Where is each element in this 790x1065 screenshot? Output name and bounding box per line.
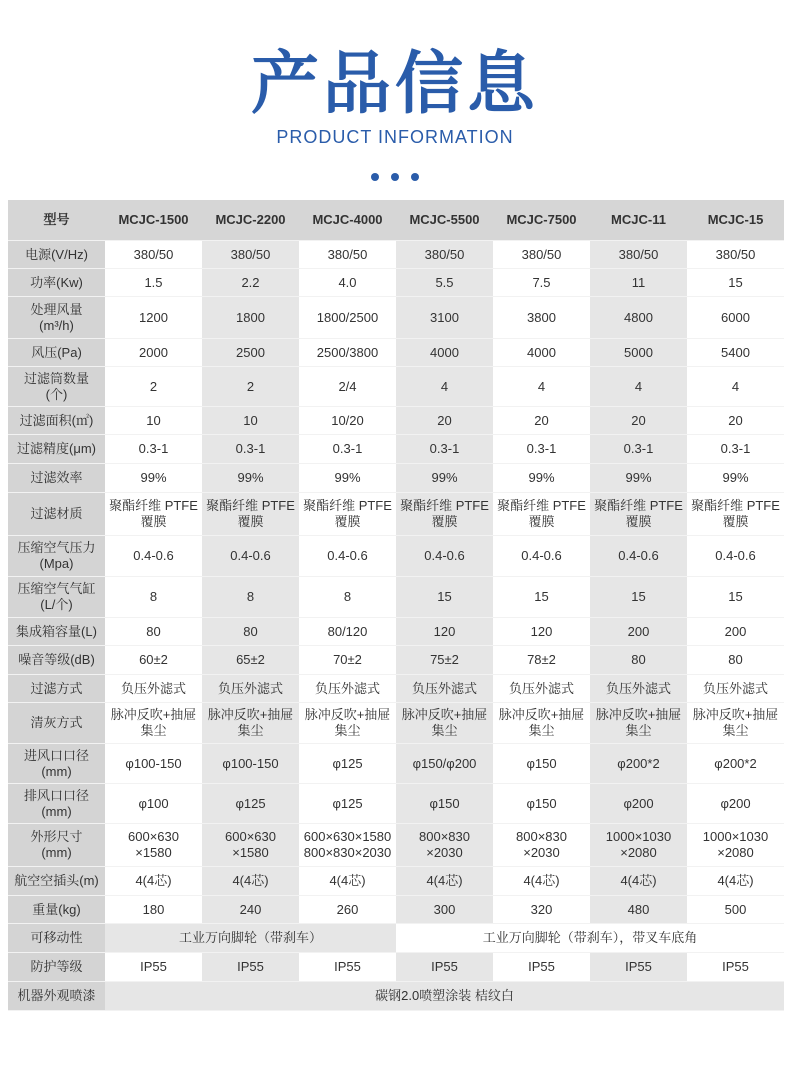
- table-row: [8, 896, 784, 924]
- dot: [391, 173, 399, 181]
- table-cell: 800×830 ×2030: [396, 824, 493, 867]
- table-row: [8, 464, 784, 493]
- table-cell: 99%: [202, 464, 299, 493]
- table-cell: 10: [202, 407, 299, 435]
- table-cell: 500: [687, 896, 784, 924]
- table-cell: 99%: [590, 464, 687, 493]
- row-label: 防护等级: [8, 953, 105, 982]
- table-cell: 0.3-1: [299, 435, 396, 464]
- table-row: [8, 824, 784, 867]
- table-cell: 600×630 ×1580: [202, 824, 299, 867]
- table-cell: 260: [299, 896, 396, 924]
- table-cell: φ150/φ200: [396, 744, 493, 784]
- table-cell: 15: [590, 577, 687, 618]
- row-label: 压缩空气气缸 (L/个): [8, 577, 105, 618]
- table-cell: 脉冲反吹+抽屉 集尘: [202, 703, 299, 744]
- table-cell: φ125: [202, 784, 299, 824]
- table-cell: 200: [590, 618, 687, 646]
- table-cell: 5400: [687, 339, 784, 367]
- table-cell: 75±2: [396, 646, 493, 675]
- table-cell: IP55: [493, 953, 590, 982]
- table-cell: 1800: [202, 297, 299, 339]
- table-cell: IP55: [590, 953, 687, 982]
- label-header: 型号: [8, 200, 105, 241]
- table-row: [8, 784, 784, 824]
- table-cell: 1000×1030 ×2080: [590, 824, 687, 867]
- table-cell: 200: [687, 618, 784, 646]
- row-label: 功率(Kw): [8, 269, 105, 297]
- table-cell: 15: [687, 577, 784, 618]
- table-cell: 4: [396, 367, 493, 407]
- row-label: 过滤精度(μm): [8, 435, 105, 464]
- table-cell: 11: [590, 269, 687, 297]
- table-cell: 20: [590, 407, 687, 435]
- table-row: [8, 241, 784, 269]
- table-row: [8, 577, 784, 618]
- table-row: [8, 493, 784, 536]
- table-cell: 脉冲反吹+抽屉 集尘: [687, 703, 784, 744]
- table-cell: φ200*2: [590, 744, 687, 784]
- table-cell: φ125: [299, 744, 396, 784]
- table-row: [8, 618, 784, 646]
- table-cell: φ100-150: [105, 744, 202, 784]
- table-row: [8, 867, 784, 896]
- table-cell: 4(4芯): [590, 867, 687, 896]
- table-cell: 聚酯纤维 PTFE 覆膜: [396, 493, 493, 536]
- table-cell: 4000: [493, 339, 590, 367]
- table-cell: 240: [202, 896, 299, 924]
- table-cell: 380/50: [299, 241, 396, 269]
- table-cell: 聚酯纤维 PTFE 覆膜: [590, 493, 687, 536]
- model-header: MCJC-4000: [299, 200, 396, 241]
- row-label: 航空空插头(m): [8, 867, 105, 896]
- table-cell: 1.5: [105, 269, 202, 297]
- table-cell: 78±2: [493, 646, 590, 675]
- table-cell: 4: [687, 367, 784, 407]
- table-row: [8, 339, 784, 367]
- table-cell: 80: [687, 646, 784, 675]
- row-label: 可移动性: [8, 924, 105, 953]
- table-cell: 0.3-1: [202, 435, 299, 464]
- table-cell: 80: [105, 618, 202, 646]
- table-row: [8, 435, 784, 464]
- mobility-row: [8, 924, 784, 953]
- table-cell: 99%: [493, 464, 590, 493]
- table-cell: 6000: [687, 297, 784, 339]
- table-cell: 120: [493, 618, 590, 646]
- model-header: MCJC-15: [687, 200, 784, 241]
- table-cell: 0.4-0.6: [396, 536, 493, 577]
- model-header: MCJC-11: [590, 200, 687, 241]
- table-cell: 2.2: [202, 269, 299, 297]
- table-cell: φ100-150: [202, 744, 299, 784]
- table-cell: 碳钢2.0喷塑涂装 桔纹白: [105, 982, 784, 1011]
- row-label: 压缩空气压力 (Mpa): [8, 536, 105, 577]
- dot: [371, 173, 379, 181]
- table-cell: 聚酯纤维 PTFE 覆膜: [493, 493, 590, 536]
- spec-table: [8, 200, 784, 1011]
- table-cell: 4: [493, 367, 590, 407]
- table-cell: 聚酯纤维 PTFE 覆膜: [105, 493, 202, 536]
- table-cell: 99%: [687, 464, 784, 493]
- table-cell: 70±2: [299, 646, 396, 675]
- table-cell: 7.5: [493, 269, 590, 297]
- table-cell: 脉冲反吹+抽屉 集尘: [299, 703, 396, 744]
- table-cell: 2/4: [299, 367, 396, 407]
- table-cell: 4(4芯): [299, 867, 396, 896]
- row-label: 过滤材质: [8, 493, 105, 536]
- table-cell: 4(4芯): [396, 867, 493, 896]
- row-label: 过滤效率: [8, 464, 105, 493]
- table-cell: 0.4-0.6: [493, 536, 590, 577]
- table-cell: 2: [105, 367, 202, 407]
- table-row: [8, 269, 784, 297]
- header-row: [8, 200, 784, 241]
- row-label: 过滤筒数量 (个): [8, 367, 105, 407]
- table-cell: 80/120: [299, 618, 396, 646]
- table-cell: φ125: [299, 784, 396, 824]
- table-cell: 0.3-1: [396, 435, 493, 464]
- table-cell: 600×630 ×1580: [105, 824, 202, 867]
- row-label: 排风口口径 (mm): [8, 784, 105, 824]
- table-cell: 聚酯纤维 PTFE 覆膜: [202, 493, 299, 536]
- table-cell: 2: [202, 367, 299, 407]
- table-cell: 10: [105, 407, 202, 435]
- table-cell: 4800: [590, 297, 687, 339]
- table-cell: φ100: [105, 784, 202, 824]
- table-cell: 负压外滤式: [396, 675, 493, 703]
- table-cell: 负压外滤式: [687, 675, 784, 703]
- table-cell: 600×630×1580 800×830×2030: [299, 824, 396, 867]
- table-cell: 脉冲反吹+抽屉 集尘: [590, 703, 687, 744]
- table-cell: 4.0: [299, 269, 396, 297]
- table-cell: 80: [590, 646, 687, 675]
- row-label: 外形尺寸 (mm): [8, 824, 105, 867]
- finish-row: [8, 982, 784, 1011]
- model-header: MCJC-7500: [493, 200, 590, 241]
- table-cell: φ200: [687, 784, 784, 824]
- table-cell: 8: [299, 577, 396, 618]
- row-label: 进风口口径 (mm): [8, 744, 105, 784]
- row-label: 噪音等级(dB): [8, 646, 105, 675]
- table-cell: 负压外滤式: [590, 675, 687, 703]
- table-cell: 3100: [396, 297, 493, 339]
- table-cell: 4(4芯): [105, 867, 202, 896]
- table-cell: 15: [687, 269, 784, 297]
- table-cell: 2500: [202, 339, 299, 367]
- table-cell: 380/50: [493, 241, 590, 269]
- table-cell: 80: [202, 618, 299, 646]
- table-cell: 380/50: [590, 241, 687, 269]
- table-cell: 320: [493, 896, 590, 924]
- table-cell: 聚酯纤维 PTFE 覆膜: [687, 493, 784, 536]
- table-cell: 0.3-1: [590, 435, 687, 464]
- table-cell: 65±2: [202, 646, 299, 675]
- table-cell: 工业万向脚轮（带刹车），带叉车底角: [396, 924, 784, 953]
- model-header: MCJC-2200: [202, 200, 299, 241]
- table-cell: 1200: [105, 297, 202, 339]
- table-cell: 2000: [105, 339, 202, 367]
- table-cell: 15: [493, 577, 590, 618]
- table-cell: 1000×1030 ×2080: [687, 824, 784, 867]
- table-cell: 380/50: [396, 241, 493, 269]
- table-row: [8, 297, 784, 339]
- table-row: [8, 675, 784, 703]
- table-cell: 60±2: [105, 646, 202, 675]
- table-cell: 5000: [590, 339, 687, 367]
- table-cell: 20: [687, 407, 784, 435]
- table-cell: 20: [493, 407, 590, 435]
- table-cell: IP55: [105, 953, 202, 982]
- table-cell: φ150: [493, 784, 590, 824]
- table-cell: 8: [202, 577, 299, 618]
- table-cell: 脉冲反吹+抽屉 集尘: [493, 703, 590, 744]
- table-cell: 0.3-1: [687, 435, 784, 464]
- table-cell: 8: [105, 577, 202, 618]
- row-label: 过滤方式: [8, 675, 105, 703]
- row-label: 重量(kg): [8, 896, 105, 924]
- table-cell: 0.4-0.6: [105, 536, 202, 577]
- row-label: 处理风量 (m³/h): [8, 297, 105, 339]
- row-label: 清灰方式: [8, 703, 105, 744]
- table-cell: 负压外滤式: [493, 675, 590, 703]
- table-cell: φ150: [396, 784, 493, 824]
- table-cell: 0.3-1: [493, 435, 590, 464]
- table-cell: 480: [590, 896, 687, 924]
- table-cell: 0.3-1: [105, 435, 202, 464]
- table-cell: 负压外滤式: [105, 675, 202, 703]
- table-cell: 2500/3800: [299, 339, 396, 367]
- page-subtitle: PRODUCT INFORMATION: [276, 127, 514, 147]
- table-cell: IP55: [396, 953, 493, 982]
- table-cell: 180: [105, 896, 202, 924]
- table-cell: φ200*2: [687, 744, 784, 784]
- table-cell: φ150: [493, 744, 590, 784]
- table-row: [8, 367, 784, 407]
- table-cell: 4(4芯): [687, 867, 784, 896]
- table-cell: 99%: [299, 464, 396, 493]
- table-cell: 380/50: [687, 241, 784, 269]
- table-cell: 99%: [105, 464, 202, 493]
- table-cell: 负压外滤式: [202, 675, 299, 703]
- protection-row: [8, 953, 784, 982]
- table-cell: 脉冲反吹+抽屉 集尘: [105, 703, 202, 744]
- table-cell: 5.5: [396, 269, 493, 297]
- table-cell: 聚酯纤维 PTFE 覆膜: [299, 493, 396, 536]
- table-row: [8, 744, 784, 784]
- row-label: 机器外观喷漆: [8, 982, 105, 1011]
- table-cell: 300: [396, 896, 493, 924]
- table-cell: IP55: [202, 953, 299, 982]
- table-cell: 0.4-0.6: [202, 536, 299, 577]
- table-cell: IP55: [687, 953, 784, 982]
- table-cell: 工业万向脚轮（带刹车）: [105, 924, 396, 953]
- table-cell: 4: [590, 367, 687, 407]
- row-label: 集成箱容量(L): [8, 618, 105, 646]
- table-cell: 10/20: [299, 407, 396, 435]
- table-cell: φ200: [590, 784, 687, 824]
- table-cell: 4000: [396, 339, 493, 367]
- table-cell: 20: [396, 407, 493, 435]
- table-cell: 800×830 ×2030: [493, 824, 590, 867]
- model-header: MCJC-5500: [396, 200, 493, 241]
- dot: [411, 173, 419, 181]
- table-cell: 380/50: [202, 241, 299, 269]
- table-cell: 380/50: [105, 241, 202, 269]
- table-row: [8, 536, 784, 577]
- table-cell: 0.4-0.6: [590, 536, 687, 577]
- table-cell: 0.4-0.6: [687, 536, 784, 577]
- table-cell: 15: [396, 577, 493, 618]
- table-cell: 3800: [493, 297, 590, 339]
- table-cell: 99%: [396, 464, 493, 493]
- table-cell: 4(4芯): [202, 867, 299, 896]
- model-header: MCJC-1500: [105, 200, 202, 241]
- page-title: 产品信息: [250, 45, 539, 124]
- table-cell: 4(4芯): [493, 867, 590, 896]
- table-cell: 0.4-0.6: [299, 536, 396, 577]
- row-label: 过滤面积(㎡): [8, 407, 105, 435]
- row-label: 电源(V/Hz): [8, 241, 105, 269]
- table-row: [8, 703, 784, 744]
- table-cell: 1800/2500: [299, 297, 396, 339]
- table-cell: 脉冲反吹+抽屉 集尘: [396, 703, 493, 744]
- table-row: [8, 646, 784, 675]
- table-cell: 120: [396, 618, 493, 646]
- table-cell: IP55: [299, 953, 396, 982]
- decorative-dots: [0, 166, 790, 185]
- table-cell: 负压外滤式: [299, 675, 396, 703]
- row-label: 风压(Pa): [8, 339, 105, 367]
- table-row: [8, 407, 784, 435]
